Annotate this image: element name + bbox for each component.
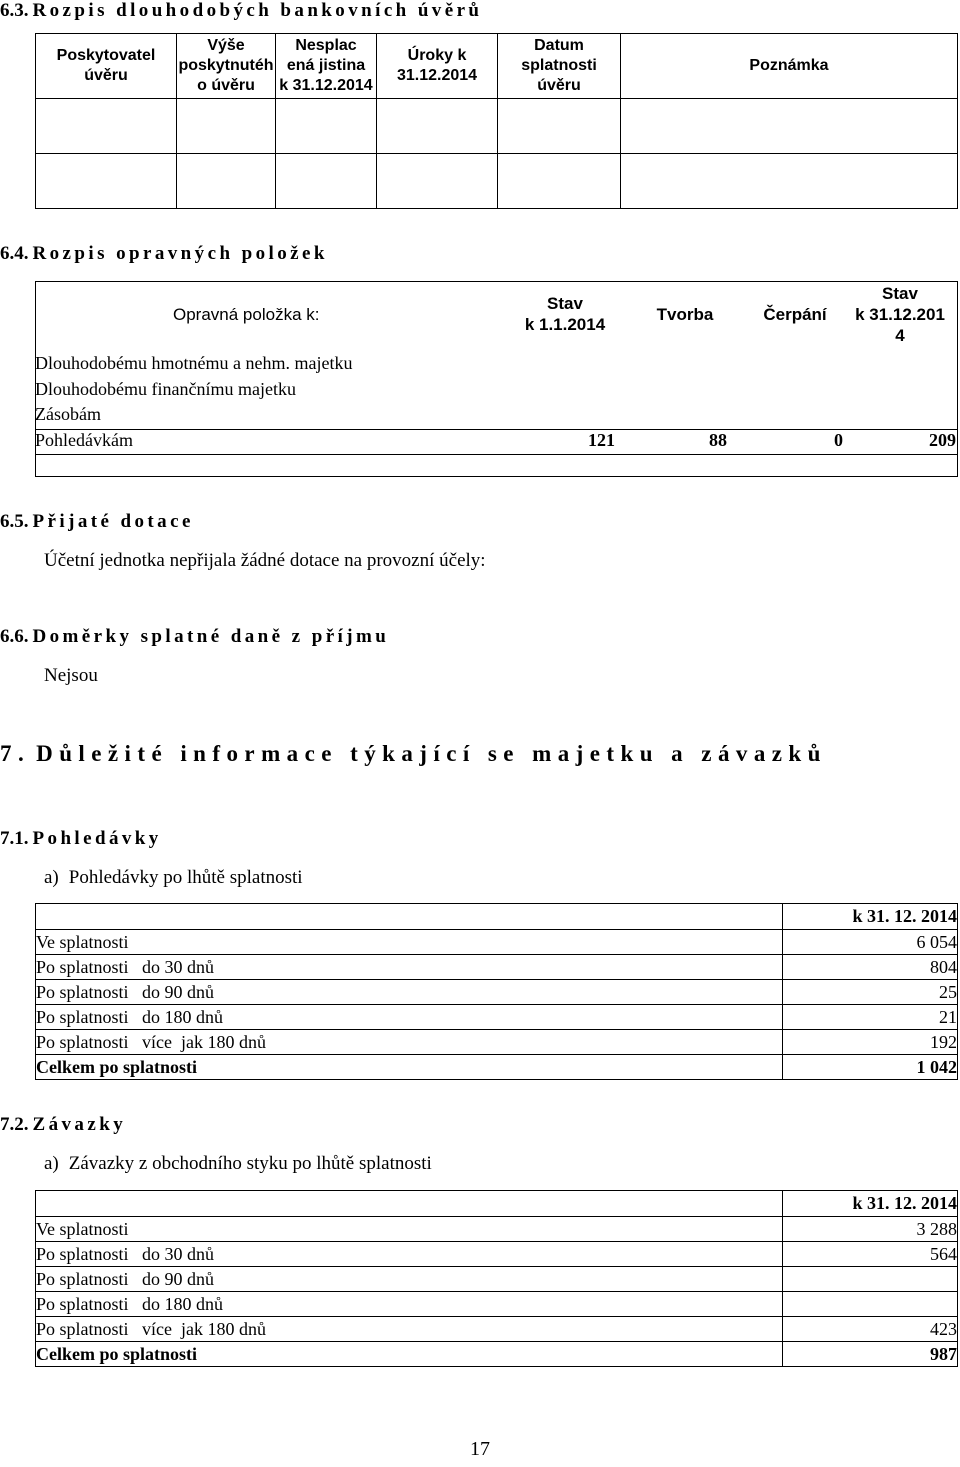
receivables-table xyxy=(35,903,958,1080)
row-label-receivables: Pohledávkám xyxy=(35,430,133,450)
receivables-subheading xyxy=(44,867,303,889)
table-header-row xyxy=(36,904,958,930)
col-header-amount xyxy=(177,34,276,99)
section-7-2-heading xyxy=(0,1114,126,1136)
table-row xyxy=(36,1292,958,1317)
col-header-stav-start xyxy=(505,293,625,335)
table-cell xyxy=(498,154,621,209)
table-row xyxy=(36,980,958,1005)
row-label: Po splatnosti více jak 180 dnů xyxy=(36,1030,783,1055)
table-cell xyxy=(36,904,783,930)
row-value: 21 xyxy=(783,1005,958,1030)
section-number: 7.2. xyxy=(0,1114,29,1135)
section-6-3-heading xyxy=(0,0,482,22)
sub-text: Pohledávky po lhůtě splatnosti xyxy=(68,867,303,888)
section-7-heading xyxy=(0,741,827,767)
header-line: Datum xyxy=(534,37,584,54)
row-value: 423 xyxy=(783,1317,958,1342)
col-header-tvorba: Tvorba xyxy=(656,305,714,324)
header-line: Stav xyxy=(547,294,583,313)
col-header-due-date xyxy=(498,34,621,99)
table-header-row xyxy=(36,1191,958,1217)
header-line: Nesplac xyxy=(295,37,357,54)
row-label: Ve splatnosti xyxy=(36,930,783,955)
page-number: 17 xyxy=(470,1438,490,1460)
total-label: Celkem po splatnosti xyxy=(36,1055,783,1080)
table-row xyxy=(36,154,958,209)
section-title: Rozpis dlouhodobých bankovních úvěrů xyxy=(32,0,483,21)
table-cell xyxy=(377,99,498,154)
header-line: Poznámka xyxy=(749,57,829,74)
section-number: 7.1. xyxy=(0,828,29,849)
header-line: 4 xyxy=(895,326,905,345)
table-row xyxy=(36,1030,958,1055)
table-cell xyxy=(377,154,498,209)
table-cell xyxy=(498,99,621,154)
header-line: k 31.12.201 xyxy=(855,305,945,324)
value-cerpani: 0 xyxy=(834,430,843,450)
table-total-row xyxy=(36,1342,958,1367)
section-6-6-heading xyxy=(0,626,389,648)
header-line: Poskytovatel xyxy=(56,47,156,64)
row-value: 6 054 xyxy=(783,930,958,955)
col-header-principal xyxy=(276,34,377,99)
row-label: Po splatnosti do 30 dnů xyxy=(36,955,783,980)
col-header-provider xyxy=(36,34,177,99)
header-line: úvěru xyxy=(537,77,581,94)
row-value: 192 xyxy=(783,1030,958,1055)
sub-text: Závazky z obchodního styku po lhůtě splatnosti xyxy=(68,1153,432,1174)
row-value: 564 xyxy=(783,1242,958,1267)
row-value: 3 288 xyxy=(783,1217,958,1242)
table-row xyxy=(36,1005,958,1030)
tax-text: Nejsou xyxy=(44,665,98,686)
row-label-financial: Dlouhodobému finančnímu majetku xyxy=(35,379,296,399)
col-header-date: k 31. 12. 2014 xyxy=(783,904,958,930)
liabilities-table xyxy=(35,1190,958,1367)
header-line: splatnosti xyxy=(521,57,597,74)
row-value: 25 xyxy=(783,980,958,1005)
section-title: Doměrky splatné daně z příjmu xyxy=(32,626,390,647)
header-line: k 1.1.2014 xyxy=(524,315,606,334)
section-title: Závazky xyxy=(32,1114,127,1135)
row-value xyxy=(783,1292,958,1317)
col-header-interest xyxy=(377,34,498,99)
allowance-label: Opravná položka k: xyxy=(173,305,320,324)
table-row xyxy=(36,930,958,955)
header-line: ená jistina xyxy=(286,57,366,74)
row-label-tangible: Dlouhodobému hmotnému a nehm. majetku xyxy=(35,353,353,373)
table-cell xyxy=(36,1191,783,1217)
table-cell xyxy=(621,154,958,209)
value-stav-start: 121 xyxy=(588,430,615,450)
value-tvorba: 88 xyxy=(709,430,727,450)
header-line: o úvěru xyxy=(197,77,255,94)
row-label: Po splatnosti do 90 dnů xyxy=(36,1267,783,1292)
table-cell xyxy=(36,154,177,209)
section-6-5-heading xyxy=(0,511,194,533)
col-header-note xyxy=(621,34,958,99)
section-number: 6.6. xyxy=(0,626,29,647)
table-row xyxy=(36,1217,958,1242)
table-row xyxy=(36,1317,958,1342)
total-label: Celkem po splatnosti xyxy=(36,1342,783,1367)
table-cell xyxy=(621,99,958,154)
table-divider xyxy=(35,454,958,455)
total-value: 987 xyxy=(783,1342,958,1367)
section-6-4-heading xyxy=(0,243,328,265)
section-number: 6.5. xyxy=(0,511,29,532)
table-cell xyxy=(177,154,276,209)
table-row xyxy=(36,955,958,980)
table-cell xyxy=(276,99,377,154)
liabilities-subheading xyxy=(44,1153,432,1175)
row-label: Po splatnosti do 30 dnů xyxy=(36,1242,783,1267)
row-label: Po splatnosti do 90 dnů xyxy=(36,980,783,1005)
table-total-row xyxy=(36,1055,958,1080)
grants-text: Účetní jednotka nepřijala žádné dotace na provozní účely: xyxy=(44,550,486,571)
header-line: Úroky k xyxy=(407,47,467,64)
table-cell xyxy=(177,99,276,154)
table-cell xyxy=(36,99,177,154)
row-label: Ve splatnosti xyxy=(36,1217,783,1242)
col-header-stav-end xyxy=(842,283,958,346)
section-title: Přijaté dotace xyxy=(32,511,194,532)
row-value: 804 xyxy=(783,955,958,980)
section-title: Pohledávky xyxy=(32,828,162,849)
table-row xyxy=(36,1267,958,1292)
total-value: 1 042 xyxy=(783,1055,958,1080)
section-title: Rozpis opravných položek xyxy=(32,243,328,264)
sub-letter: a) xyxy=(44,867,59,888)
col-header-date: k 31. 12. 2014 xyxy=(783,1191,958,1217)
section-7-1-heading xyxy=(0,828,162,850)
table-header-row xyxy=(36,34,958,99)
header-line: 31.12.2014 xyxy=(396,67,478,84)
section-number: 6.4. xyxy=(0,243,29,264)
section-number: 7. xyxy=(0,741,31,766)
header-line: úvěru xyxy=(84,67,128,84)
header-line: poskytnutéh xyxy=(178,57,274,74)
row-label: Po splatnosti do 180 dnů xyxy=(36,1005,783,1030)
allowances-table xyxy=(35,281,958,477)
section-number: 6.3. xyxy=(0,0,29,21)
header-line: Stav xyxy=(882,284,918,303)
row-label: Po splatnosti více jak 180 dnů xyxy=(36,1317,783,1342)
header-line: k 31.12.2014 xyxy=(279,77,373,94)
row-label: Po splatnosti do 180 dnů xyxy=(36,1292,783,1317)
col-header-cerpani: Čerpání xyxy=(763,305,827,324)
value-stav-end: 209 xyxy=(929,430,956,450)
section-title: Důležité informace týkající se majetku a závazků xyxy=(36,741,827,766)
table-row xyxy=(36,1242,958,1267)
table-row xyxy=(36,99,958,154)
table-cell xyxy=(276,154,377,209)
row-label-inventory: Zásobám xyxy=(35,404,101,424)
row-value xyxy=(783,1267,958,1292)
loans-table xyxy=(35,33,958,209)
sub-letter: a) xyxy=(44,1153,59,1174)
header-line: Výše xyxy=(207,37,245,54)
